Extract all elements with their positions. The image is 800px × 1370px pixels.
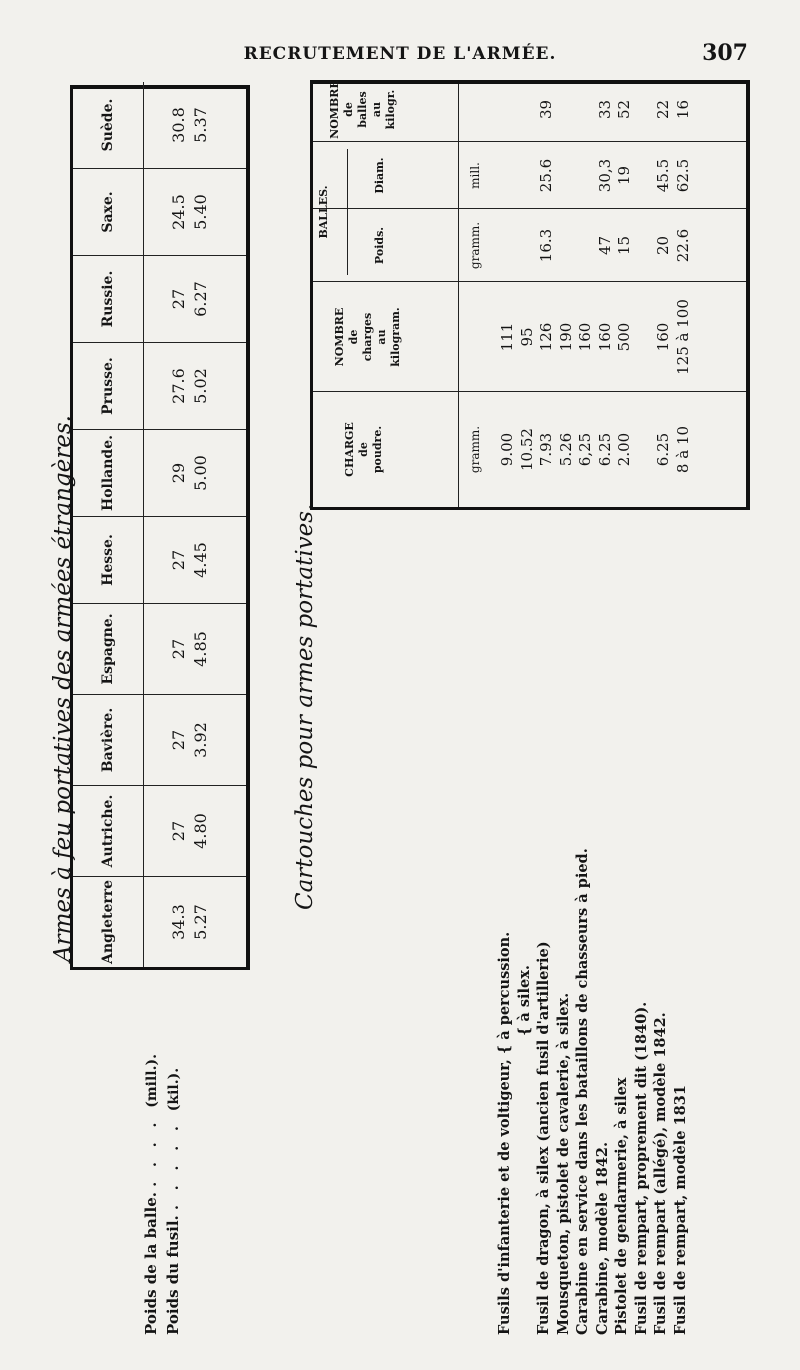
nombre-balles-value [635, 77, 655, 142]
charge-value: 6.25 [654, 432, 672, 467]
unit-charge: gramm. [468, 425, 482, 474]
ball-weight-value: 34.3 [169, 904, 188, 940]
nombre-charges-value [635, 282, 655, 392]
header-diam: Diam. [373, 157, 386, 194]
country-name: Angleterre [73, 877, 144, 967]
poids-value: 15 [615, 235, 633, 256]
diam-value: 19 [615, 165, 633, 186]
weapon-row: Carabine, modèle 1842. [593, 1141, 611, 1335]
charge-value [635, 392, 655, 507]
header-balles: BALLES. [317, 185, 330, 239]
weapon-row: Mousqueton, pistolet de cavalerie, à silex. [554, 992, 572, 1335]
poids-value: 16.3 [537, 228, 555, 263]
diam-value: 62.5 [673, 158, 692, 193]
ball-weight-value: 27.6 [169, 368, 188, 404]
weapon-row: { à silex. [515, 965, 533, 1036]
poids-value [576, 209, 596, 282]
rifle-weight-value: 5.37 [191, 107, 210, 143]
country-column [73, 517, 246, 604]
diam-value [557, 142, 577, 209]
weapon-row: Carabine en service dans les bataillons de chasseurs à pied. [574, 848, 591, 1335]
header-nombre-balles [328, 77, 398, 142]
row-label-ball-weight [142, 1054, 160, 1335]
rifle-weight-value: 3.92 [191, 722, 210, 758]
col-charge [498, 392, 693, 507]
nombre-balles-value [576, 77, 596, 142]
diam-value [498, 142, 518, 209]
nombre-charges-value: 160 [595, 322, 614, 352]
rifle-weight-value: 5.02 [191, 368, 210, 404]
country-column [73, 430, 246, 517]
country-column [73, 256, 246, 343]
nombre-balles-value [557, 77, 577, 142]
country-name: Russie. [73, 256, 144, 342]
nombre-balles-value: 22 [654, 99, 672, 120]
col-nombre-balles [498, 77, 693, 142]
diam-value [576, 142, 596, 209]
rifle-weight-value: 5.27 [191, 904, 210, 940]
col-poids [498, 209, 693, 282]
header-line: poudre. [371, 425, 384, 474]
charge-value: 6,25 [576, 432, 594, 467]
nombre-charges-value: 160 [654, 322, 672, 352]
running-title: RECRUTEMENT DE L'ARMÉE. [243, 44, 557, 64]
weapon-row: Pistolet de gendarmerie, à silex [613, 1077, 630, 1335]
country-column [73, 877, 246, 967]
unit-diam: mill. [468, 162, 482, 189]
diam-value: 25.6 [537, 158, 555, 193]
header-line: au [370, 101, 383, 118]
country-name: Hesse. [73, 517, 144, 603]
nombre-charges-value: 111 [498, 322, 516, 352]
header-line: kilogram. [389, 307, 402, 367]
country-name: Prusse. [73, 343, 144, 429]
weapon-row: Fusil de rempart, proprement dit (1840). [632, 1001, 650, 1335]
header-line: au [375, 329, 388, 345]
ball-weight-value: 27 [169, 549, 188, 571]
header-charge [343, 392, 385, 507]
foreign-arms-table [70, 85, 250, 970]
header-line: de [342, 102, 355, 117]
ball-weight-value: 24.5 [169, 194, 188, 230]
row-dots: . . . . . [166, 1111, 182, 1210]
poids-value: 20 [654, 235, 672, 256]
nombre-balles-value [518, 77, 538, 142]
nombre-charges-value: 160 [576, 322, 594, 352]
charge-value: 7.93 [537, 432, 555, 467]
ball-weight-value: 29 [169, 462, 188, 484]
charge-value: 8 à 10 [673, 425, 692, 474]
header-line: kilogr. [384, 89, 397, 130]
ball-weight-value: 27 [169, 820, 188, 842]
rifle-weight-value: 4.45 [191, 542, 210, 578]
country-column [73, 169, 246, 256]
poids-value [635, 209, 655, 282]
poids-value: 22.6 [673, 228, 692, 263]
nombre-balles-value [498, 77, 518, 142]
ball-weight-value: 27 [169, 288, 188, 310]
weapon-row: Fusil de dragon, à silex (ancien fusil d'artillerie) [535, 941, 552, 1335]
header-line: NOMBRE [328, 80, 341, 139]
col-diam [498, 142, 693, 209]
header-line: de [357, 442, 370, 457]
header-nombre-charges [333, 282, 403, 392]
ball-weight-value: 27 [169, 729, 188, 751]
header-line: de [347, 329, 360, 345]
country-name: Bavière. [73, 695, 144, 785]
country-column [73, 343, 246, 430]
cartridge-table [310, 80, 750, 510]
poids-value [498, 209, 518, 282]
poids-value: 47 [595, 235, 614, 256]
table2-title: Cartouches pour armes portatives. [292, 503, 318, 910]
page-number: 307 [702, 40, 748, 66]
nombre-charges-value: 126 [537, 322, 555, 352]
charge-value: 6.25 [595, 432, 614, 467]
country-name: Hollande. [73, 430, 144, 516]
nombre-charges-value: 95 [517, 327, 536, 347]
unit-poids: gramm. [468, 221, 482, 270]
poids-value [557, 209, 577, 282]
rifle-weight-value: 6.27 [191, 281, 210, 317]
nombre-balles-value: 33 [595, 99, 614, 120]
col-nombre-charges [498, 282, 693, 392]
row-label-rifle-weight [164, 1068, 182, 1335]
charge-value: 9.00 [498, 432, 516, 467]
charge-value: 2.00 [615, 432, 633, 467]
table1-title: Armes à feu portatives des armées étrangères. [50, 415, 76, 962]
nombre-charges-value: 125 à 100 [673, 299, 692, 375]
weapon-row: Fusils d'infanterie et de voltigeur, { à percussion. [496, 931, 513, 1335]
header-line: balles [356, 91, 369, 128]
diam-value: 30,3 [595, 158, 614, 193]
rifle-weight-value: 5.00 [191, 455, 210, 491]
rifle-weight-value: 5.40 [191, 194, 210, 230]
row-label-rifle-weight-text: Poids du fusil. [164, 1215, 182, 1335]
country-column [73, 604, 246, 695]
nombre-charges-value: 500 [615, 322, 633, 352]
country-name: Espagne. [73, 604, 144, 694]
country-column [73, 82, 246, 169]
weapon-row: Fusil de rempart, modèle 1831 [671, 1085, 689, 1335]
poids-value [518, 209, 538, 282]
rifle-weight-value: 4.85 [191, 631, 210, 667]
country-name: Autriche. [73, 786, 144, 876]
nombre-balles-value: 16 [673, 99, 692, 120]
charge-value: 10.52 [517, 428, 536, 471]
rotated-content [40, 70, 760, 1340]
nombre-balles-value: 39 [537, 99, 555, 120]
diam-value [635, 142, 655, 209]
header-line: charges [361, 312, 374, 362]
balles-brace [347, 149, 348, 275]
rifle-weight-value: 4.80 [191, 813, 210, 849]
diam-value [518, 142, 538, 209]
header-poids: Poids. [373, 226, 386, 265]
diam-value: 45.5 [654, 158, 672, 193]
ball-weight-value: 27 [169, 638, 188, 660]
charge-value: 5.26 [556, 432, 575, 467]
header-line: CHARGE [343, 422, 356, 477]
header-divider [458, 84, 459, 507]
row-unit-ball: (mill.). [144, 1054, 160, 1108]
header-line: NOMBRE [333, 307, 346, 367]
country-name: Suède. [73, 82, 144, 168]
row-unit-rifle: (kil.). [166, 1067, 182, 1112]
nombre-balles-value: 52 [615, 99, 633, 120]
ball-weight-value: 30.8 [169, 107, 188, 143]
country-name: Saxe. [73, 169, 144, 255]
row-label-ball-weight-text: Poids de la balle. [142, 1192, 160, 1335]
row-dots: . . . . [144, 1107, 160, 1187]
country-column [73, 695, 246, 786]
weapon-row: Fusil de rempart (allégé), modèle 1842. [652, 1012, 669, 1335]
country-column [73, 786, 246, 877]
weapon-list [495, 848, 690, 1335]
nombre-charges-value: 190 [556, 322, 575, 352]
